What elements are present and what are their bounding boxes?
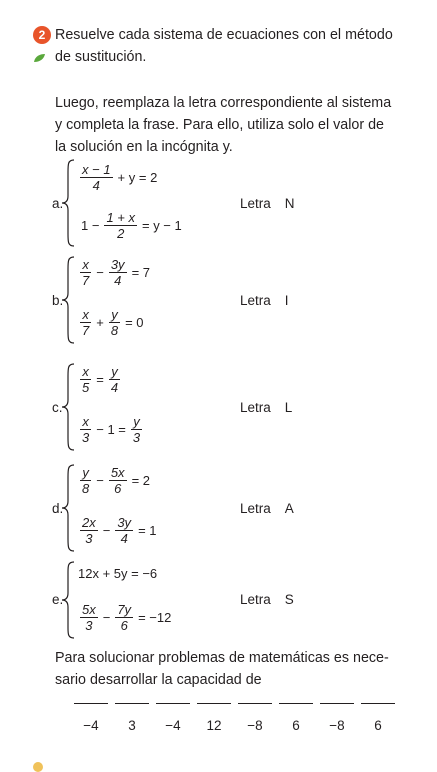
brace-icon [60, 362, 76, 452]
system-b: b. $\frac{x}{7}$ − $\frac{3y}{4}$ = 7 $\frac{x}{7}$ + $\frac{y}{8}$ = 0 Letra I [40, 255, 420, 345]
blank-slot[interactable]: −8 [320, 695, 354, 733]
equation-a2: 1 − $\frac{1 + x}{2}$ = y − 1 [81, 210, 182, 241]
brace-icon [60, 463, 76, 553]
brace-icon [60, 255, 76, 345]
leaf-icon [33, 53, 46, 63]
equation-e1: 12x + 5y = −6 [78, 566, 158, 581]
letter-b: Letra I [240, 293, 289, 308]
equation-a1: $\frac{x - 1}{4}$ + y = 2 [82, 162, 158, 193]
phrase-text: Para solucionar problemas de matemáticas es nece- sario desarrollar la capacidad de [55, 650, 389, 688]
letter-d: Letra A [240, 501, 294, 516]
blank-slot[interactable]: 3 [115, 695, 149, 733]
equation-c2: $\frac{x}{3}$ − 1 = $\frac{y}{3}$ [82, 414, 141, 445]
instruction-text: Resuelve cada sistema de ecuaciones con el método de sustitución. [55, 27, 393, 65]
blank-slot[interactable]: 12 [197, 695, 231, 733]
blank-slot[interactable]: 6 [361, 695, 395, 733]
equation-d2: $\frac{2x}{3}$ − $\frac{3y}{4}$ = 1 [82, 515, 157, 546]
instruction-paragraph: Luego, reemplaza la letra correspondiente al sistema y completa la frase. Para ello, utiliza solo el valor de la solución en la incógnita y. [55, 95, 392, 155]
decorative-dot-icon [33, 762, 43, 772]
blank-slot[interactable]: −8 [238, 695, 272, 733]
letter-a: Letra N [240, 196, 295, 211]
system-d: d. $\frac{y}{8}$ − $\frac{5x}{6}$ = 2 $\frac{2x}{3}$ − $\frac{3y}{4}$ = 1 Letra A [40, 463, 420, 553]
exercise-number-badge: 2 [33, 26, 51, 44]
equation-b1: $\frac{x}{7}$ − $\frac{3y}{4}$ = 7 [82, 257, 150, 288]
blank-slot[interactable]: −4 [74, 695, 108, 733]
equation-c1: $\frac{x}{5}$ = $\frac{y}{4}$ [82, 364, 119, 395]
blank-slot[interactable]: −4 [156, 695, 190, 733]
system-e: e. 12x + 5y = −6 $\frac{5x}{3}$ − $\frac{7y}{6}$ = −12 Letra S [40, 560, 420, 640]
brace-icon [60, 158, 76, 248]
letter-c: Letra L [240, 400, 293, 415]
blank-slot[interactable]: 6 [279, 695, 313, 733]
equation-d1: $\frac{y}{8}$ − $\frac{5x}{6}$ = 2 [82, 465, 150, 496]
answer-blanks [74, 695, 404, 745]
letter-e: Letra S [240, 592, 294, 607]
brace-icon [60, 560, 76, 640]
equation-e2: $\frac{5x}{3}$ − $\frac{7y}{6}$ = −12 [82, 602, 172, 633]
equation-b2: $\frac{x}{7}$ + $\frac{y}{8}$ = 0 [82, 307, 144, 338]
system-a: a. $\frac{x - 1}{4}$ + y = 2 1 − $\frac{1 + x}{2}$ = y − 1 Letra N [40, 158, 420, 248]
system-c: c. $\frac{x}{5}$ = $\frac{y}{4}$ $\frac{x}{3}$ − 1 = $\frac{y}{3}$ Letra L [40, 362, 420, 452]
